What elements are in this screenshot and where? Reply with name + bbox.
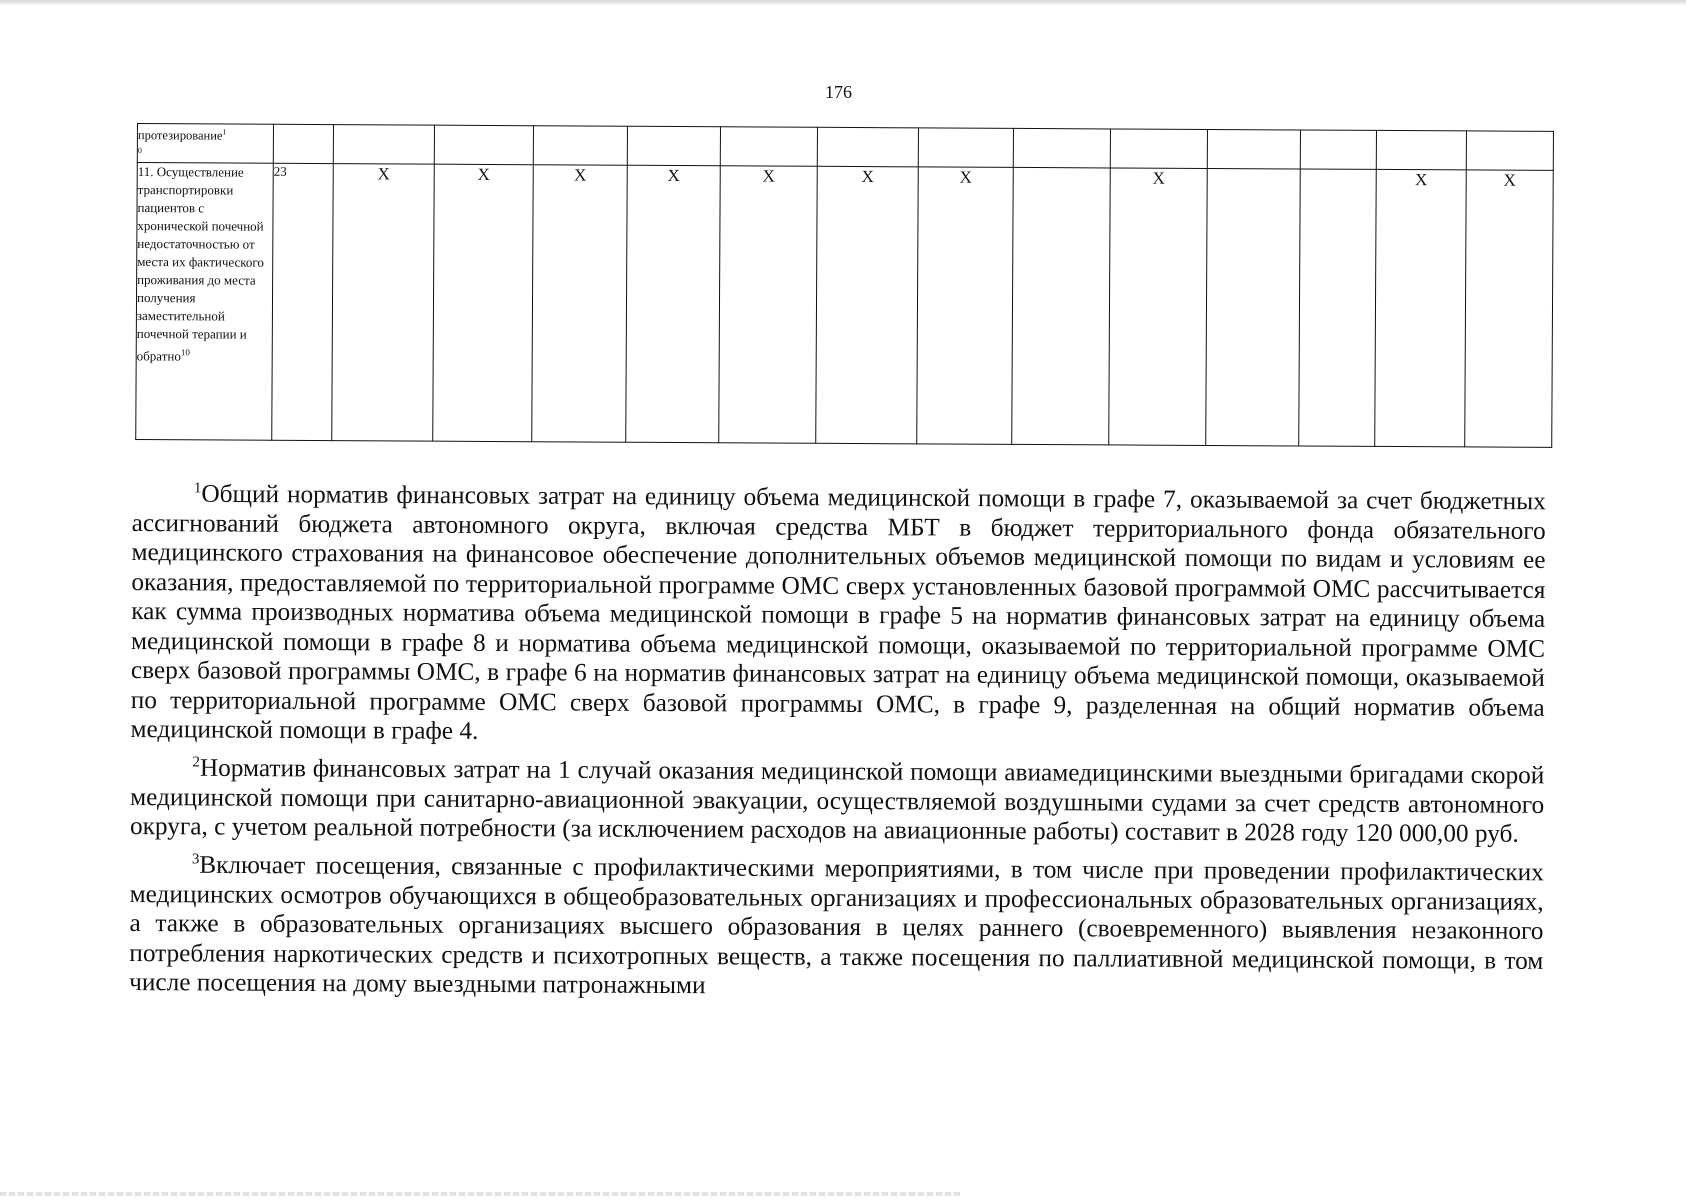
table-cell [817,127,918,167]
table-cell: X [1109,168,1208,446]
footnote [129,845,1544,1006]
table-cell [1299,169,1377,446]
table-cell [627,126,720,166]
table-cell: X [626,166,721,444]
code-cell: 23 [272,164,334,441]
footnote-mark: 1 [193,480,202,497]
table-cell [1300,130,1376,170]
table-row [136,163,1554,448]
table-cell: X [1465,170,1554,447]
table-cell [1206,169,1301,447]
data-table [135,123,1554,448]
footnote-text: Включает посещения, связанные с профилактическими мероприятиями, в том числе при проведении профилактических медицинских осмотров обучающихся в общеобразовательных организациях и профессиональных образовательных организациях, а также в образовательных организациях высшего образования в целях раннего (своевременного) выявления незаконного потребления наркотических средств и психотропных веществ, а также посещения по паллиативной медицинской помощи, в том числе посещения на дому выездными патронажными [129,850,1544,1000]
table-cell [434,125,533,165]
table-cell [1013,128,1110,168]
footnote-mark: 3 [191,851,200,868]
table-cell: X [1375,170,1467,447]
table-cell [1207,129,1300,169]
scan-edge-top [0,0,1686,6]
table-cell: X [719,166,818,444]
table-cell [333,125,434,165]
table-cell [1376,130,1466,170]
table-cell [1110,129,1207,169]
table-cell: X [917,167,1014,445]
code-cell [273,124,333,164]
table-cell: X [433,164,534,442]
footnote-mark: 2 [192,754,200,771]
footnote-text: Общий норматив финансовых затрат на единицу объема медицинской помощи в графе 7, оказываемой за счет бюджетных ассигнований бюджета автономного округа, включая средства МБТ в бюджет территориального фонда обязательного медицинского страхования на финансовое обеспечение дополнительных объемов медицинской помощи по видам и условиям ее оказания, предоставляемой по территориальной программе ОМС сверх установленных базовой программой ОМС рассчитывается как сумма производных норматива объема медицинской помощи в графе 5 на норматив финансовых затрат на единицу объема медицинской помощи в графе 8 и норматива объема медицинской помощи, оказываемой по территориальной программе ОМС сверх базовой программы ОМС, в графе 6 на норматив финансовых затрат на единицу объема медицинской помощи, оказываемой по территориальной программе ОМС сверх базовой программы ОМС, в графе 9, разделенная на общий норматив объема медицинской помощи в графе 4. [130,479,1546,746]
table-cell [720,127,817,167]
table-cell [1012,168,1111,446]
footnote [130,748,1545,850]
row-label: 11. Осуществление транспортировки пациентов с хронической почечной недостаточностью от места их фактического проживания до места получения заместительной почечной терапии и обратно$^{10}$ [136,163,274,441]
page-number: 176 [825,82,852,102]
table-cell [1466,131,1553,171]
table-cell: X [816,167,919,445]
footnote [130,474,1545,753]
table-cell [918,128,1013,168]
footnotes [129,474,1546,1009]
table-cell: X [332,164,435,442]
table-cell [533,126,627,166]
row-label: протезирование$^1$ $^0$ [137,124,273,164]
footnote-text: Норматив финансовых затрат на 1 случай оказания медицинской помощи авиамедицинскими выездными бригадами скорой медицинской помощи при санитарно-авиационной эвакуации, осуществляемой воздушными судами за счет средств автономного округа, с учетом реальной потребности (за исключением расходов на авиационные работы) составит в 2028 году 120 000,00 руб. [129,753,1545,849]
table-cell: X [532,165,628,443]
scan-edge-bottom [0,1192,960,1196]
